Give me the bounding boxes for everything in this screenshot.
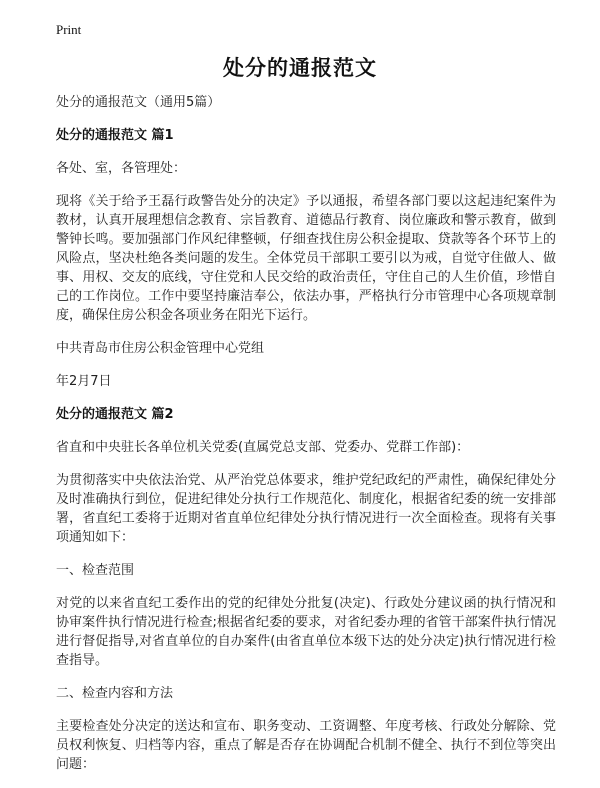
section-2-body: 为贯彻落实中央依法治党、从严治党总体要求，维护党纪政纪的严肃性，确保纪律处分及时准确执行到位，促进纪律处分执行工作规范化、制度化，根据省纪委的统一安排部署，省直纪工委将于近期对省直单位纪律处分执行情况进行一次全面检查。现将有关事项通知如下：	[56, 473, 556, 545]
section-1-date: 年2月7日	[56, 374, 112, 389]
document-body	[56, 93, 556, 788]
document-subtitle: 处分的通报范文（通用5篇）	[56, 95, 221, 110]
section-1-salutation: 各处、室，各管理处：	[56, 161, 187, 176]
page-title: 处分的通报范文	[223, 56, 377, 80]
item-2-heading: 二、检查内容和方法	[56, 686, 174, 701]
section-1-body: 现将《关于给予王磊行政警告处分的决定》予以通报，希望各部门要以这起违纪案件为教材，认真开展理想信念教育、宗旨教育、道德品行教育、岗位廉政和警示教育，做到警钟长鸣。要加强部门作风纪律整顿，仔细查找住房公积金提取、贷款等各个环节上的风险点，坚决杜绝各类问题的发生。全体党员干部职工要引以为戒，自觉守住做人、做事、用权、交友的底线，守住党和人民交给的政治责任，守住自己的人生价值，珍惜自己的工作岗位。工作中要坚持廉洁奉公，依法办事，严格执行分市管理中心各项规章制度，确保住房公积金各项业务在阳光下运行。	[56, 194, 556, 323]
section-1-heading: 处分的通报范文 篇1	[56, 128, 174, 143]
item-2-body: 主要检查处分决定的送达和宣布、职务变动、工资调整、年度考核、行政处分解除、党员权利恢复、归档等内容，重点了解是否存在协调配合机制不健全、执行不到位等突出问题：	[56, 719, 556, 772]
item-1-heading: 一、检查范围	[56, 563, 135, 578]
item-1-body: 对党的以来省直纪工委作出的党的纪律处分批复(决定)、行政处分建议函的执行情况和协审案件执行情况进行检查;根据省纪委的要求，对省纪委办理的省管干部案件执行情况进行督促指导,对省直单位的自办案件(由省直单位本级下达的处分决定)执行情况进行检查指导。	[56, 596, 556, 668]
section-2-salutation: 省直和中央驻长各单位机关党委(直属党总支部、党委办、党群工作部)：	[56, 440, 470, 455]
section-1-signature: 中共青岛市住房公积金管理中心党组	[56, 341, 265, 356]
print-link[interactable]: Print	[56, 22, 82, 37]
section-2-heading: 处分的通报范文 篇2	[56, 407, 174, 422]
